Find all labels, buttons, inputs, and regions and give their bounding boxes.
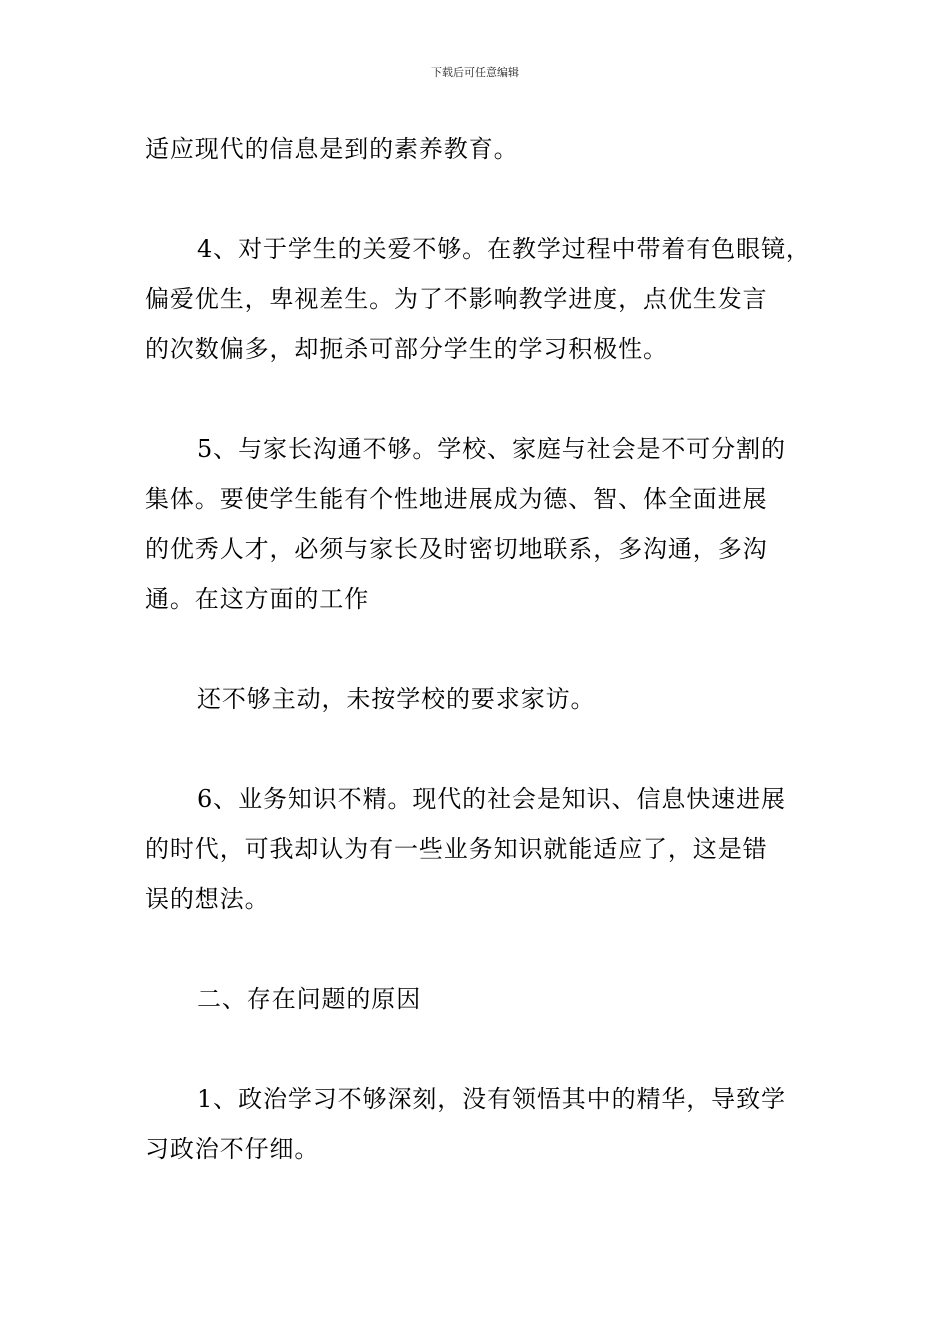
text-line: 的次数偏多，却扼杀可部分学生的学习积极性。: [145, 335, 668, 363]
text-line: 习政治不仔细。: [145, 1135, 320, 1163]
text-line: 通。在这方面的工作: [145, 585, 370, 613]
text-line: 集体。要使学生能有个性地进展成为德、智、体全面进展: [145, 485, 768, 513]
text-line: 6、业务知识不精。现代的社会是知识、信息快速进展: [197, 785, 786, 813]
text-line: 误的想法。: [145, 885, 270, 913]
text-line: 4、对于学生的关爱不够。在教学过程中带着有色眼镜，: [197, 235, 811, 263]
text-line: 的时代，可我却认为有一些业务知识就能适应了，这是错: [145, 835, 768, 863]
paragraph-item-5: [145, 424, 810, 624]
document-body: [145, 124, 810, 1224]
text-line: 偏爱优生，卑视差生。为了不影响教学进度，点优生发言: [145, 285, 768, 313]
text-line: 1、政治学习不够深刻，没有领悟其中的精华，导致学: [197, 1085, 786, 1113]
paragraph-item-4: [145, 224, 810, 374]
page-header: 下载后可任意编辑: [431, 66, 519, 79]
text-line: 5、与家长沟通不够。学校、家庭与社会是不可分割的: [197, 435, 786, 463]
text-line: 二、存在问题的原因: [197, 985, 422, 1013]
paragraph-item-5-continued: [145, 674, 810, 724]
text-line: 的优秀人才，必须与家长及时密切地联系，多沟通，多沟: [145, 535, 768, 563]
text-line: 适应现代的信息是到的素养教育。: [145, 135, 519, 163]
paragraph-cause-1: [145, 1074, 810, 1174]
paragraph-item-6: [145, 774, 810, 924]
section-heading: [145, 974, 810, 1024]
text-line: 还不够主动，未按学校的要求家访。: [197, 685, 596, 713]
paragraph-continuation: [145, 124, 810, 174]
